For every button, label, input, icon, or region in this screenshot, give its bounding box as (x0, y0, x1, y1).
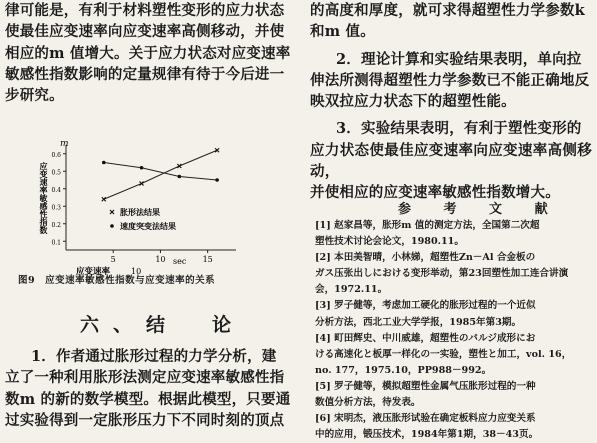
paragraph-line: 使最佳应变速率向应变速率高侧移动，并使 (5, 23, 285, 41)
x-tick-label: 10 (155, 255, 166, 264)
data-point (178, 175, 182, 179)
data-point (215, 148, 219, 152)
y-tick-label: 0.5 (51, 169, 61, 177)
reference-line (315, 379, 593, 395)
paragraph-line: 映双拉应力状态下的超塑性能。 (310, 93, 516, 111)
data-point (140, 182, 144, 186)
reference-line (315, 218, 593, 234)
paragraph-line (310, 118, 592, 139)
paragraph-line: 敏感性指数影响的定量规律有待于今后进一 (5, 65, 285, 83)
figure-caption: 图9 应变速率敏感性指数与应变速率的关系 (18, 275, 216, 286)
left-column (5, 0, 295, 106)
reference-line: 会，1972.11。 (315, 284, 388, 296)
reference-item (315, 218, 593, 250)
reference-item (315, 250, 593, 298)
chart-svg (16, 140, 286, 275)
reference-text: 町田辉史、中川威雄，超塑性のバルジ成形にお (334, 332, 536, 344)
reference-item (315, 331, 593, 379)
reference-number: [5] (315, 380, 335, 392)
paragraph-line: 相应的m 值增大。关于应力状态对应变速率 (5, 44, 291, 62)
reference-number: [3] (315, 300, 335, 312)
x-unit-label: sec (173, 257, 187, 266)
data-point (215, 178, 219, 182)
paragraph-line (310, 49, 592, 70)
reference-line: 中的应用，锻压技术，1984年第1期，38－43页。 (315, 429, 539, 441)
reference-line: 数值分析方法，待发表。 (315, 397, 421, 409)
paragraph-line: 立了一种利用胀形法测定应变速率敏感性指 (5, 369, 285, 387)
reference-number: [1] (315, 220, 335, 231)
reference-text: 宋明杰，液压胀形试验在确定板料应力应变关系 (334, 413, 536, 425)
paragraph-line: 并使相应的应变速率敏感性指数增大。 (310, 184, 560, 202)
paragraph-line: 步研究。 (5, 87, 64, 105)
paragraph-line (5, 346, 295, 367)
reference-item (315, 298, 593, 330)
paragraph-line: 律可能是，有利于材料塑性变形的应力状态 (5, 2, 285, 19)
data-point (177, 164, 181, 168)
reference-text: 罗子健等，模拟超塑性金属气压胀形过程的一种 (334, 380, 536, 392)
legend-marker (110, 224, 114, 228)
text: 1．作者通过胀形过程的力学分析，建 (31, 348, 277, 365)
data-point (102, 161, 106, 165)
y-tick-label: 0.6 (51, 151, 61, 159)
data-point (102, 197, 106, 201)
paragraph-line: 过实验得到一定胀形压力下不同时刻的顶点 (5, 411, 285, 429)
y-tick-label: 0.1 (51, 239, 61, 247)
reference-number: [6] (315, 413, 335, 425)
text: 3．实验结果表明，有利于塑性变形的 (336, 120, 582, 138)
right-column (310, 0, 592, 204)
text: 2．理论计算和实验结果表明，单向拉 (336, 50, 582, 68)
legend-label: 速度突变法结果 (120, 221, 176, 231)
reference-line (315, 331, 593, 347)
references-title: 参 考 文 献 (398, 202, 562, 217)
reference-line: no. 177，1975.10，PP988－992。 (315, 364, 492, 376)
reference-text: 罗子健等，考虑加工硬化的胀形过程的一个近似 (334, 300, 536, 312)
figure-9 (16, 140, 286, 290)
x-tick-label: 5 (110, 255, 116, 264)
conclusion-paragraph (5, 346, 295, 431)
paragraph-line: 和m 值。 (310, 23, 375, 41)
paragraph-line: 的高度和厚度，就可求得超塑性力学参数k (310, 2, 585, 19)
paragraph-line: 数m 的新的数学模型。根据此模型，只要通 (5, 390, 291, 408)
reference-line: ガス压张出しにおける变形举动，第23回塑性加工连合讲演 (315, 268, 569, 280)
paragraph-line: 伸法所测得超塑性力学参数已不能正确地反 (310, 71, 590, 89)
reference-item (315, 379, 593, 411)
data-point (140, 166, 144, 170)
references-list (315, 218, 593, 443)
x-exp-label: 10 (131, 267, 142, 275)
legend-marker (110, 210, 114, 214)
y-axis-label: 应变速率敏感性指数 (39, 162, 49, 234)
reference-number: [2] (315, 252, 335, 264)
series-line (104, 163, 217, 181)
reference-line (315, 411, 593, 427)
y-tick-label: 0.4 (51, 186, 61, 194)
reference-line: ける高速化と板厚一样化の一实验，塑性と加工，vol. 16， (315, 348, 572, 360)
legend-label: 胀形法结果 (120, 207, 160, 217)
y-tick-label: 0.2 (51, 221, 61, 229)
reference-line (315, 298, 593, 314)
x-tick-label: 15 (202, 255, 213, 264)
series-line (104, 150, 217, 199)
reference-line: 分析方法，西北工业大学学报，1985年第3期。 (315, 316, 522, 328)
paragraph-line: 应力状态使最佳应变速率向应变速率高侧移动， (310, 141, 592, 181)
section-title: 六、结 论 (80, 314, 246, 336)
x-axis-label: 应变速率 (76, 267, 111, 275)
reference-line: 塑性技术讨论会论文，1980.11。 (315, 236, 464, 248)
reference-number: [4] (315, 332, 335, 344)
y-tick-label: 0.3 (51, 204, 61, 212)
y-unit-label: m (60, 140, 69, 149)
reference-text: 本田美智晴，小林娣，超塑性Zn－Al 合金板の (334, 252, 536, 264)
reference-text: 赵家昌等，胀形m 值的测定方法，全国第二次超 (334, 220, 540, 231)
reference-line (315, 250, 593, 266)
reference-item (315, 411, 593, 443)
